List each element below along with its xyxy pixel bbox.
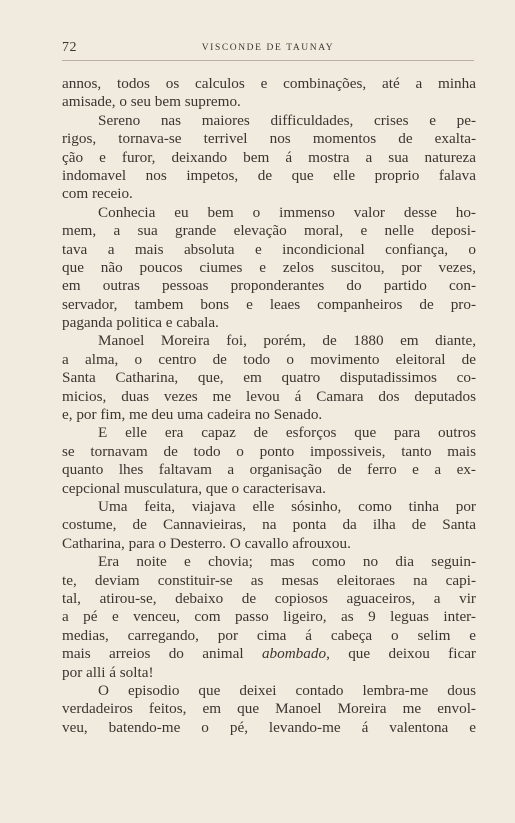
text-segment: , que deixou ficar [326,645,476,663]
text-line: e, por fim, me deu uma cadeira no Senado. [62,406,323,424]
body-text [62,75,476,737]
text-line: servador, tambem bons e leaes companheiros de pro- [62,295,476,313]
text-line: mem, a sua grande elevação moral, e nelle deposi- [62,222,476,240]
text-line: cepcional musculatura, que o caracterisava. [62,479,326,497]
running-head: VISCONDE DE TAUNAY [201,43,335,53]
text-line: rigos, tornava-se terrivel nos momentos de exalta- [62,130,476,148]
text-line: Sereno nas maiores difficuldades, crises e pe- [98,111,476,129]
text-line: Uma feita, viajava elle sósinho, como tinha por [98,497,476,515]
text-line: O episodio que deixei contado lembra-me dous [98,681,476,699]
text-line: Conhecia eu bem o immenso valor desse ho- [98,203,476,221]
text-line: se tornavam de todo o ponto impossiveis, tanto mais [62,442,476,460]
text-line: indomavel nos impetos, de que elle proprio falava [62,166,476,184]
page-number: 72 [62,40,77,55]
text-line: a alma, o centro de todo o movimento eleitoral de [62,350,476,368]
page-header [62,40,474,58]
text-line: te, deviam constituir-se as mesas eleitoraes na capi- [62,571,476,589]
text-line-with-italic [62,645,476,663]
text-line: quanto lhes faltavam a organisação de ferro e a ex- [62,461,476,479]
text-line: annos, todos os calculos e combinações, até a minha [62,75,476,92]
text-line: Santa Catharina, que, em quatro disputadissimos co- [62,369,476,387]
text-line: que não poucos ciumes e zelos suscitou, por vezes, [62,258,476,276]
text-line: em outras pessoas proponderantes do partido con- [62,277,476,295]
text-line: amisade, o seu bem supremo. [62,93,241,111]
text-line: costume, de Cannavieiras, na ponta da ilha de Santa [62,516,476,534]
text-line: veu, batendo-me o pé, levando-me á valentona e [62,718,476,736]
text-line: paganda politica e cabala. [62,314,219,332]
text-line: micios, duas vezes me levou á Camara dos deputados [62,387,476,405]
text-line: por alli á solta! [62,663,154,681]
text-line: a pé e venceu, com passo ligeiro, as 9 leguas inter- [62,608,476,626]
header-rule [62,60,474,61]
text-line: tava a mais absoluta e incondicional confiança, o [62,240,476,258]
text-line: Manoel Moreira foi, porém, de 1880 em diante, [98,332,476,350]
text-line: Era noite e chovia; mas como no dia seguin- [98,553,476,571]
text-segment: mais arreios do animal [62,645,262,663]
text-line: ção e furor, deixando bem á mostra a sua natureza [62,148,476,166]
text-line: com receio. [62,185,133,203]
text-line: Catharina, para o Desterro. O cavallo afrouxou. [62,534,351,552]
text-line: verdadeiros feitos, em que Manoel Moreira me envol- [62,700,476,718]
italic-word: abombado [261,645,327,663]
text-line: medias, carregando, por cima á cabeça o selim e [62,626,476,644]
text-line: tal, atirou-se, debaixo de copiosos aguaceiros, a vir [62,589,476,607]
text-line: E elle era capaz de esforços que para outros [98,424,476,442]
